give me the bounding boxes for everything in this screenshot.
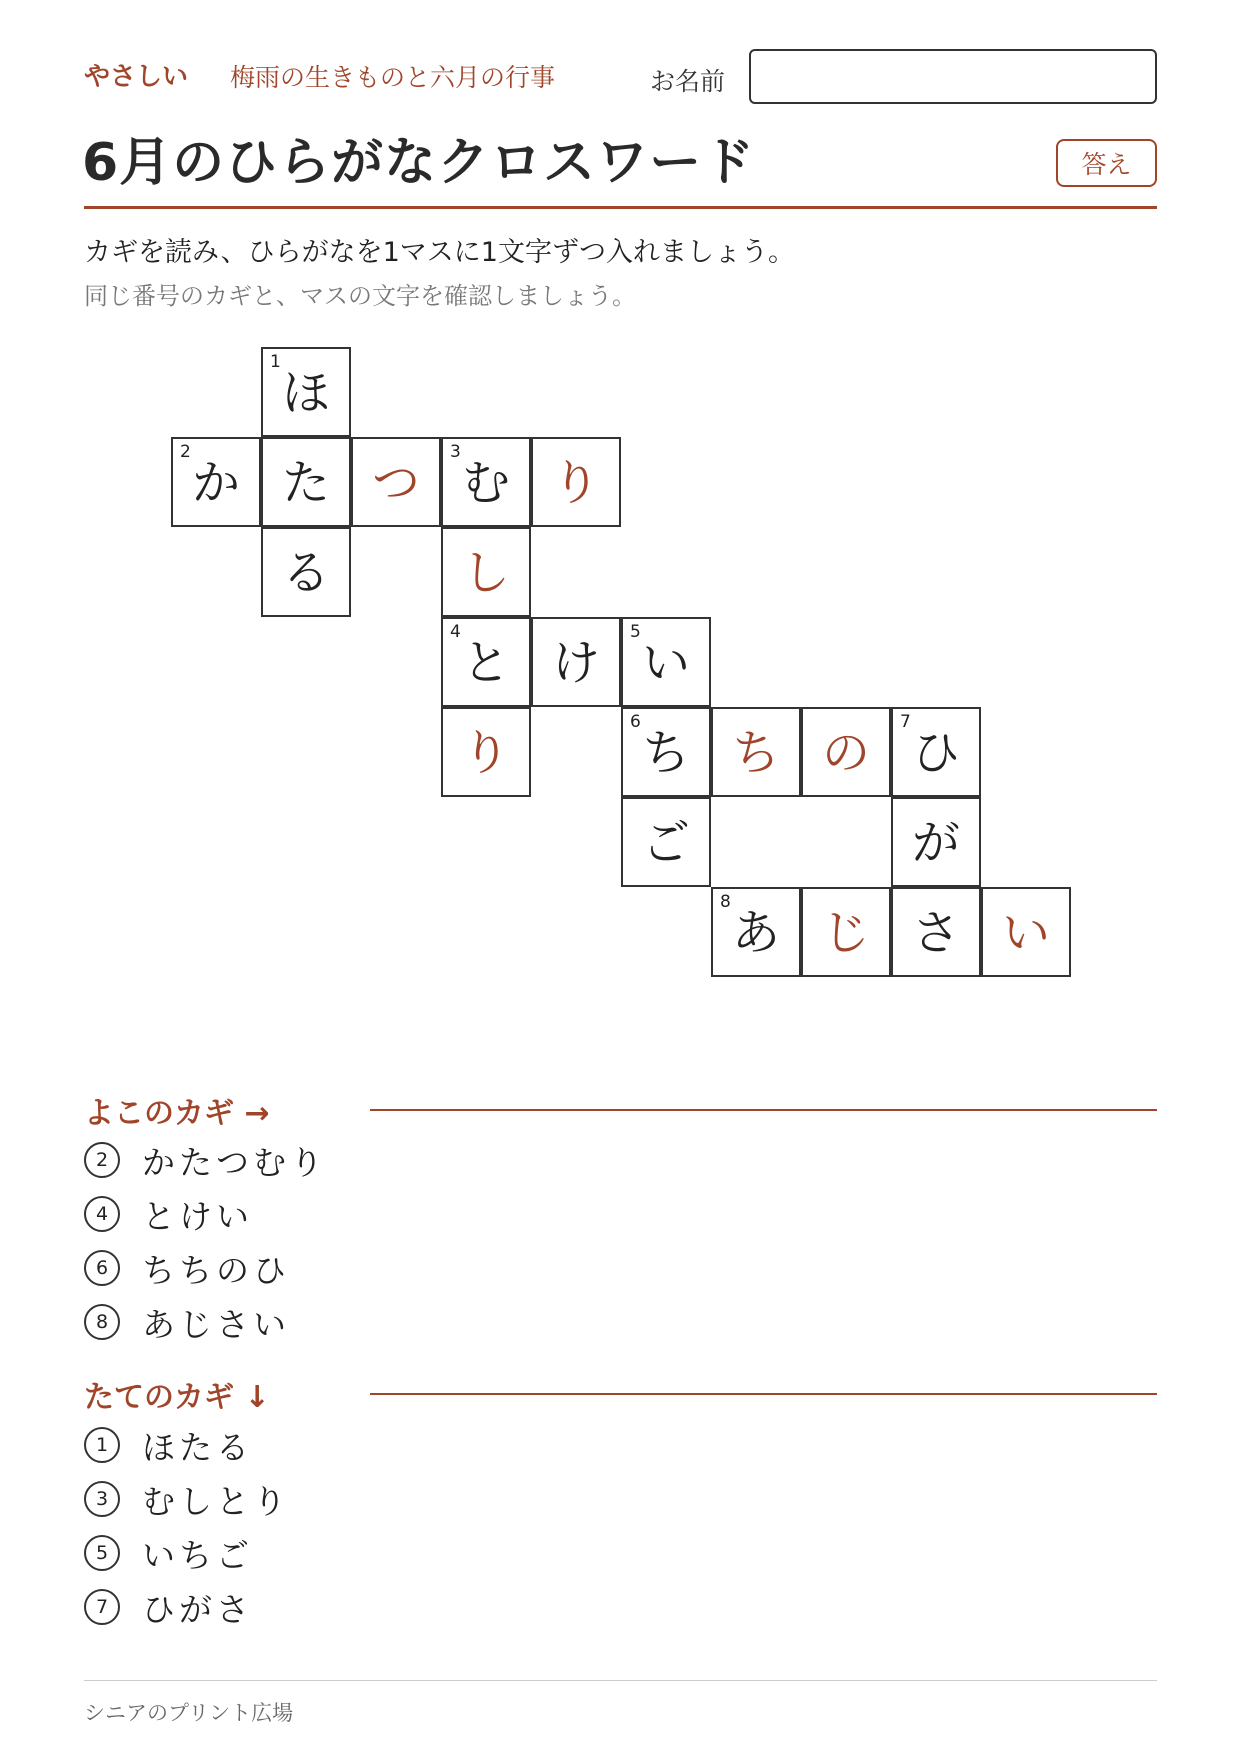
cell-character: ち <box>641 725 690 781</box>
clue-number-badge: 8 <box>84 1304 120 1340</box>
cell-number: 7 <box>900 712 911 732</box>
clue-word: かたつむり <box>142 1142 327 1182</box>
clue-word: むしとり <box>142 1481 290 1521</box>
cell-character: む <box>461 455 510 511</box>
clue-word: あじさい <box>142 1304 290 1344</box>
crossword-cell[interactable] <box>891 707 981 797</box>
cell-character: さ <box>911 905 960 961</box>
instruction-main: カギを読み、ひらがなを1マスに1文字ずつ入れましょう。 <box>84 237 795 268</box>
clue-number-badge: 6 <box>84 1250 120 1286</box>
clue-word: とけい <box>142 1196 253 1236</box>
down-clue <box>84 1585 253 1629</box>
cell-character: り <box>551 455 600 511</box>
clue-number-badge: 4 <box>84 1196 120 1232</box>
cell-character: け <box>551 635 600 691</box>
crossword-cell[interactable] <box>621 797 711 887</box>
down-heading: たてのカギ ↓ <box>84 1380 270 1415</box>
name-label: お名前 <box>650 67 726 96</box>
page-title: 6月のひらがなクロスワード <box>82 133 756 193</box>
cell-character: ほ <box>281 365 330 421</box>
crossword-cell[interactable] <box>891 887 981 977</box>
cell-character: い <box>1001 905 1050 961</box>
crossword-cell[interactable] <box>441 527 531 617</box>
crossword-cell[interactable] <box>441 437 531 527</box>
crossword-cell[interactable] <box>801 707 891 797</box>
cell-character: し <box>461 545 510 601</box>
theme-label: 梅雨の生きものと六月の行事 <box>230 63 556 92</box>
clue-word: ひがさ <box>142 1589 253 1629</box>
footer-credit: シニアのプリント広場 <box>84 1701 294 1725</box>
down-clue <box>84 1531 253 1575</box>
crossword-cell[interactable] <box>261 437 351 527</box>
crossword-cell[interactable] <box>261 527 351 617</box>
cell-number: 4 <box>450 622 461 642</box>
clue-word: ちちのひ <box>142 1250 290 1290</box>
cell-number: 5 <box>630 622 641 642</box>
across-heading: よこのカギ → <box>84 1096 270 1131</box>
crossword-cell[interactable] <box>621 707 711 797</box>
crossword-cell[interactable] <box>621 617 711 707</box>
down-clue <box>84 1423 253 1467</box>
crossword-cell[interactable] <box>891 797 981 887</box>
crossword-cell[interactable] <box>981 887 1071 977</box>
cell-character: る <box>281 545 330 601</box>
crossword-cell[interactable] <box>531 437 621 527</box>
across-clue <box>84 1300 290 1344</box>
cell-character: た <box>281 455 330 511</box>
across-clue <box>84 1138 327 1182</box>
crossword-cell[interactable] <box>531 617 621 707</box>
clue-number-badge: 1 <box>84 1427 120 1463</box>
crossword-cell[interactable] <box>351 437 441 527</box>
crossword-cell[interactable] <box>711 707 801 797</box>
clue-word: ほたる <box>142 1427 253 1467</box>
across-clue <box>84 1192 253 1236</box>
cell-character: ご <box>641 815 690 871</box>
crossword-cell[interactable] <box>441 617 531 707</box>
across-clue <box>84 1246 290 1290</box>
cell-character: じ <box>821 905 870 961</box>
cell-character: の <box>821 725 870 781</box>
cell-character: と <box>461 635 510 691</box>
cell-character: ち <box>731 725 780 781</box>
crossword-cell[interactable] <box>711 887 801 977</box>
cell-number: 6 <box>630 712 641 732</box>
clue-word: いちご <box>142 1535 253 1575</box>
across-divider <box>370 1109 1157 1111</box>
cell-character: つ <box>371 455 420 511</box>
down-divider <box>370 1393 1157 1395</box>
instruction-sub: 同じ番号のカギと、マスの文字を確認しましょう。 <box>84 282 636 310</box>
cell-character: あ <box>731 905 780 961</box>
answer-button[interactable]: 答え <box>1056 139 1157 187</box>
down-clue <box>84 1477 290 1521</box>
cell-number: 1 <box>270 352 281 372</box>
cell-character: い <box>641 635 690 691</box>
cell-character: か <box>191 455 240 511</box>
crossword-cell[interactable] <box>801 887 891 977</box>
difficulty-level: やさしい <box>84 62 189 92</box>
crossword-cell[interactable] <box>261 347 351 437</box>
clue-number-badge: 2 <box>84 1142 120 1178</box>
crossword-cell[interactable] <box>171 437 261 527</box>
cell-character: り <box>461 725 510 781</box>
cell-number: 8 <box>720 892 731 912</box>
cell-character: ひ <box>911 725 960 781</box>
cell-character: が <box>911 815 960 871</box>
cell-number: 3 <box>450 442 461 462</box>
footer-divider <box>84 1680 1157 1681</box>
cell-number: 2 <box>180 442 191 462</box>
clue-number-badge: 3 <box>84 1481 120 1517</box>
clue-number-badge: 5 <box>84 1535 120 1571</box>
clue-number-badge: 7 <box>84 1589 120 1625</box>
crossword-cell[interactable] <box>441 707 531 797</box>
